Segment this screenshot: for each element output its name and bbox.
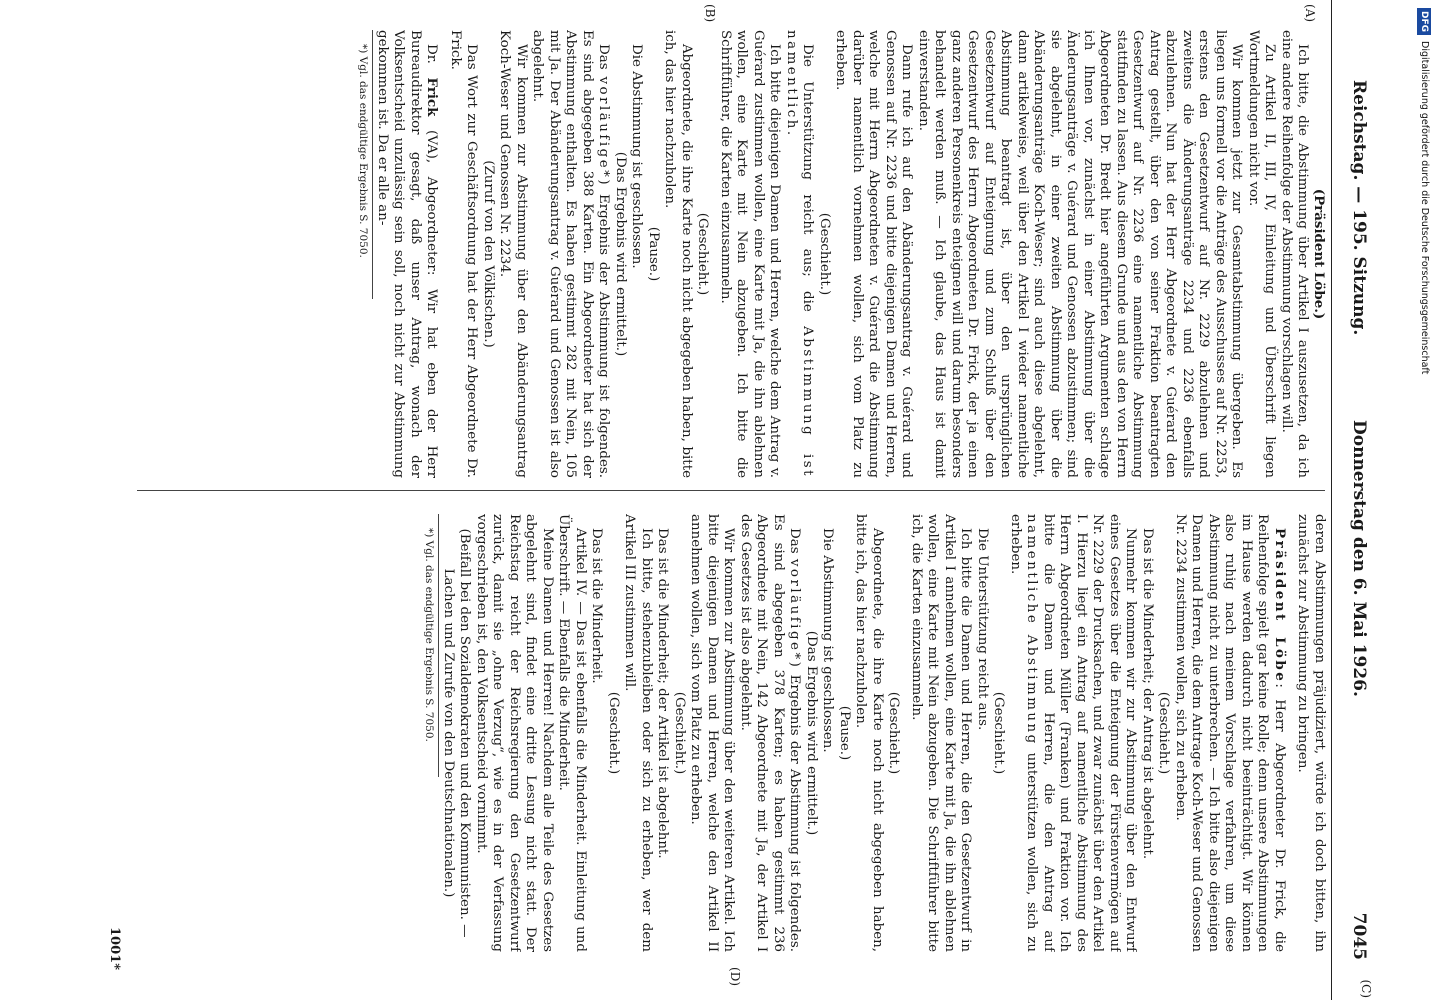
footnote: *) Vgl. das endgültige Ergebnis S. 7050. xyxy=(357,30,374,299)
column-divider xyxy=(137,490,1325,491)
paragraph: Ich bitte, stehenzubleiben oder sich zu erheben, wer dem Artikel III zustimmen will. xyxy=(622,514,654,952)
text-run: Die Unterstützung reicht aus; die xyxy=(800,44,816,327)
paragraph: Das ist die Minderheit; der Antrag ist abgelehnt. xyxy=(1140,528,1155,860)
dfg-logo: DFG xyxy=(1417,8,1431,35)
paragraph: Ich bitte die Damen und Herren, die den Gesetzentwurf in Artikel I annehmen wollen, eine Karte mit Ja, die ihn ablehnen wollen, eine Karte mit Nein abzugeben. Die Schriftführer bitte ich, die Karten einzusammeln. xyxy=(909,514,974,952)
speaker-name: Frick xyxy=(424,77,441,117)
paragraph: Artikel IV. — Das ist ebenfalls die Minderheit. Einleitung und Überschrift. — Ebenfalls die Minderheit. xyxy=(556,514,588,952)
stage-direction: (Geschieht.) xyxy=(886,691,902,775)
stage-direction: (Pause.) xyxy=(646,226,661,282)
document-page xyxy=(47,0,1387,1000)
paragraph: Zu Artikel II, III, IV, Einleitung und Überschrift liegen Wortmeldungen nicht vor. xyxy=(1246,30,1278,478)
stage-direction: (Das Ergebnis wird ermittelt.) xyxy=(613,151,628,357)
text-run: Nunmehr kommen wir zur Abstimmung über den Entwurf eines Gesetzes über die Enteignung der Fürstenvermögen auf Nr. 2229 der Drucksachen, und zwar zunächst über den Artikel I. Hierzu liegt ein Antrag auf namentliche Abstimmung des Herrn Abgeordneten Müller (Franken) und Fraktion vor. Ich bitte die Damen und Herren, die den Antrag auf xyxy=(1041,514,1139,952)
margin-mark-a: (A) xyxy=(1303,4,1317,23)
paragraph: Wir kommen zur Abstimmung über den Abänderungsantrag Koch-Weser und Genossen Nr. 2234. xyxy=(497,30,529,478)
stage-direction: (Geschieht.) xyxy=(1156,691,1172,775)
paragraph: Meine Damen und Herren! Nachdem alle Teile des Gesetzes abgelehnt sind, findet eine dritte Lesung nicht statt. Der Reichstag reicht der Reichsregierung den Gesetzentwurf zurück, damit sie „ohne Verzug“, wie es in der Verfassung vorgeschrieben ist, den Volksentscheid vornimmt. xyxy=(474,514,555,952)
margin-mark-b: (B) xyxy=(703,4,717,23)
paragraph: Abgeordnete, die ihre Karte noch nicht abgegeben haben, bitte ich, das hier nachzuholen. xyxy=(662,30,694,478)
stage-direction: (Geschieht.) xyxy=(991,691,1007,775)
right-column xyxy=(137,514,1327,952)
stage-direction: (Geschieht.) xyxy=(817,212,832,296)
margin-mark-d: (D) xyxy=(728,967,742,986)
page-number: 7045 xyxy=(1349,912,1369,960)
paragraph: Abgeordnete, die ihre Karte noch nicht abgegeben haben, bitte ich, das hier nachzuholen. xyxy=(853,514,885,952)
stage-direction: (Geschieht.) xyxy=(695,212,711,296)
stage-direction: (Beifall bei den Sozialdemokraten und den Kommunisten. — Lachen und Zurufe von den Deutschnationalen.) xyxy=(441,528,473,938)
emphasis-text: vorläufige*) xyxy=(787,558,803,670)
emphasis-text: Abstimmung ist namentlich. xyxy=(784,30,816,478)
paragraph: Dann rufe ich auf den Abänderungsantrag v. Guérard und Genossen auf Nr. 2236 und bitte diejenigen Damen und Herren, welche mit Herrn Abgeordneten v. Guérard die Abstimmung darüber namentlich vornehmen wollen, sich vom Platz zu erheben. xyxy=(833,30,915,478)
paragraph: Das ist die Minderheit. xyxy=(589,528,605,684)
paragraph: Ich bitte diejenigen Damen und Herren, welche dem Antrag v. Guérard zustimmen wollen, eine Karte mit Ja, die ihn ablehnen wollen, eine Karte mit Nein abzugeben. Ich bitte die Schriftführer, die Karten einzusammeln. xyxy=(718,30,783,478)
paragraph xyxy=(374,30,441,478)
paragraph xyxy=(529,30,612,478)
paragraph xyxy=(783,30,816,478)
speaker-name: Präsident Löbe xyxy=(1272,528,1288,684)
paragraph xyxy=(737,514,803,952)
digitization-text: Digitalisierung gefördert durch die Deutsche Forschungsgemeinschaft xyxy=(1419,41,1430,375)
stage-direction: (Geschieht.) xyxy=(606,691,621,775)
header-center: Donnerstag den 6. Mai 1926. xyxy=(1349,420,1369,697)
digitization-notice xyxy=(1414,8,1434,448)
emphasis-text: namentliche Abstimmung xyxy=(1024,514,1040,746)
text-run: : Herr Abgeordneter Dr. Frick, die Reihenfolge spielt gar keine Rolle; denn unsere Abstimmungen im Hause werden dadurch nicht beeinträchtigt. Wir können also ruhig nach meinem Vorschlage verfahren, um diese Abstimmung nicht zu unterbrechen. — Ich bitte also diejenigen Damen und Herren, die dem Antrage Koch-Weser und Genossen Nr. 2234 zustimmen wollen, sich zu erheben. xyxy=(1173,514,1287,952)
paragraph: Das ist die Minderheit; der Artikel ist abgelehnt. xyxy=(655,528,671,859)
paragraph: Wir kommen jetzt zur Gesamtabstimmung übergeben. Es liegen uns formell vor die Anträge des Ausschusses auf Nr. 2253, erstens den Gesetzentwurf auf Nr. 2229 abzulehnen und zweitens die Änderungsanträge 2234 und 2236 ebenfalls abzulehnen. Nun hat der Herr Abgeordnete v. Guérard den Antrag gestellt, über den von seiner Fraktion beantragten Gesetzentwurf auf Nr. 2236 eine namentliche Abstimmung stattfinden zu lassen. Aus diesem Grunde und aus den von Herrn Abgeordneten Dr. Bredt hier angeführten Argumenten schlage ich Ihnen vor, zunächst in einer Abstimmung über die Änderungsanträge v. Guérard und Genossen abzustimmen; sind sie abgelehnt, in einer zweiten Abstimmung über die Abänderungsanträge Koch-Weser; sind auch diese abgelehnt, dann artikelweise, weil über den Artikel I wieder namentliche Abstimmung beantragt ist, über den ursprünglichen Gesetzentwurf auf Enteignung und zum Schluß über den Gesetzentwurf des Herrn Abgeordneten Dr. Frick, der ja einen ganz anderen Personenkreis enteignen will und darum besonders behandelt werden muß. — Ich glaube, das Haus ist damit einverstanden. xyxy=(916,30,1245,478)
sheet-number: 1001* xyxy=(107,927,122,970)
paragraph: Wir kommen zur Abstimmung über den weiteren Artikel. Ich bitte diejenigen Damen und Herren, welche den Artikel II annehmen wollen, sich vom Platz zu erheben. xyxy=(688,514,737,952)
text-run: Ergebnis der Abstimmung ist folgendes. Es sind abgegeben 378 Karten; es haben gestimmt 236 Abgeordnete mit Nein, 142 Abgeordnete mit Ja, der Artikel I des Gesetzes ist also abgelehnt. xyxy=(738,514,803,952)
text-run: Das xyxy=(596,44,612,77)
left-column xyxy=(137,30,1327,478)
text-run: Das xyxy=(787,528,803,559)
paragraph: Das Wort zur Geschäftsordnung hat der Herr Abgeordnete Dr. Frick. xyxy=(448,30,480,478)
margin-mark-c: (C) xyxy=(1359,979,1373,998)
paragraph: Die Abstimmung ist geschlossen. xyxy=(629,44,645,269)
paragraph xyxy=(1007,514,1139,952)
stage-direction: (Pause.) xyxy=(837,705,852,761)
paragraph: Die Unterstützung reicht aus. xyxy=(975,528,990,731)
stage-direction: (Zuruf von den Völkischen.) xyxy=(481,160,496,348)
paragraph: Ich bitte, die Abstimmung über Artikel I auszusetzen, da ich eine andere Reihenfolge der Abstimmung vorschlagen will. xyxy=(1279,30,1311,478)
text-run: Ergebnis der Abstimmung ist folgendes. Es sind abgegeben 388 Karten. Ein Abgeordneter hat sich der Abstimmung enthalten. Es haben gestimmt 282 mit Nein, 105 mit Ja. Der Abänderungsantrag v. Guérard und Genossen ist also abgelehnt. xyxy=(530,30,612,478)
paragraph xyxy=(1172,514,1289,952)
footnote: *) Vgl. das endgültige Ergebnis S. 7050. xyxy=(423,514,440,777)
text-run: (VA), Abgeordneter: Wir hat eben der Herr Bureaudirektor gesagt, daß unser Antrag, wonach der Volksentscheid unzulässig sein soll, noch nicht zur Abstimmung gekommen ist. Da er alle an- xyxy=(375,30,440,478)
stage-direction: (Das Ergebnis wird ermittelt.) xyxy=(804,630,819,836)
paragraph: deren Abstimmungen präjudiziert, würde ich doch bitten, ihn zunächst zur Abstimmung zu bringen. xyxy=(1295,514,1327,952)
stage-direction: (Geschieht.) xyxy=(672,691,687,775)
speaker-heading: (Präsident Löbe.) xyxy=(1311,188,1327,320)
text-run: Dr. xyxy=(424,44,440,78)
header-left: Reichstag. — 195. Sitzung. xyxy=(1349,80,1369,336)
paragraph: Die Abstimmung ist geschlossen. xyxy=(820,528,836,753)
text-run: unterstützen wollen, sich zu erheben. xyxy=(1008,514,1040,952)
running-header xyxy=(1331,0,1387,1000)
emphasis-text: vorläufige*) xyxy=(596,76,612,188)
